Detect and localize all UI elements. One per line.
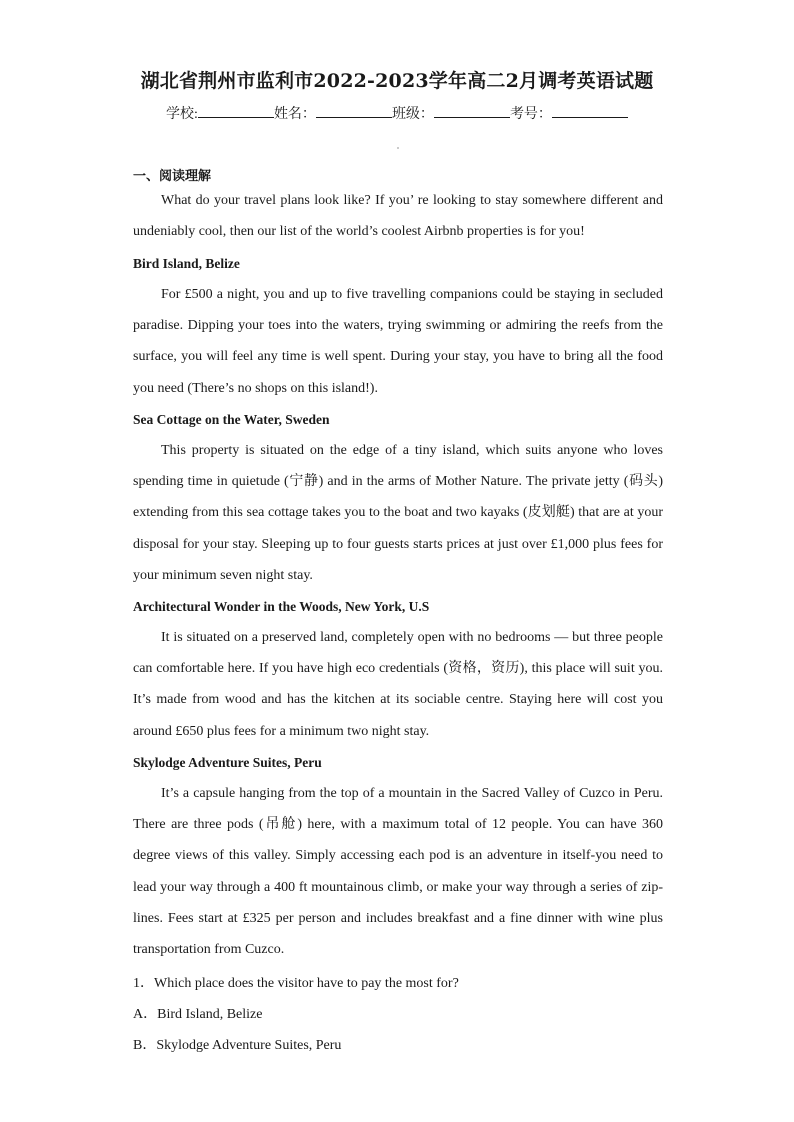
class-blank — [434, 104, 510, 118]
scan-dot — [397, 147, 399, 149]
name-label: 姓名： — [273, 107, 316, 122]
student-info-line — [0, 103, 794, 123]
place-text-skylodge: It’s a capsule hanging from the top of a mountain in the Sacred Valley of Cuzco in Peru. There are three pods (吊舱) here, with a maximum total of 12 people. You can have 360 degree views of this valley. Simply accessing each pod is an adventure in itself-you need to lead your way through a 400 ft mountainous climb, or make your way through a series of zip-lines. Fees start at £325 per person and includes breakfast and a fine dinner with wine plus transportation from Cuzco. — [133, 786, 663, 958]
place-heading-skylodge: Skylodge Adventure Suites, Peru — [133, 755, 322, 770]
school-blank — [198, 104, 274, 118]
class-label: 班级： — [391, 107, 434, 122]
question-1-stem: 1．Which place does the visitor have to pay the most for? — [133, 976, 459, 991]
school-label: 学校: — [166, 107, 198, 122]
place-heading-bird-island: Bird Island, Belize — [133, 256, 240, 271]
place-text-bird-island: For £500 a night, you and up to five travelling companions could be staying in secluded paradise. Dipping your toes into the waters, trying swimming or admiring the reefs from the surface, you will feel any time is well spent. During your stay, you have to bring all the food you need (There’s no shops on this island!). — [133, 287, 663, 396]
number-label: 考号： — [509, 107, 552, 122]
place-text-sea-cottage: This property is situated on the edge of a tiny island, which suits anyone who loves spending time in quietude (宁静) and in the arms of Mother Nature. The private jetty (码头) extending from this sea cottage takes you to the boat and two kayaks (皮划艇) that are at your disposal for your stay. Sleeping up to four guests starts prices at just over £1,000 plus fees for your minimum seven night stay. — [133, 443, 663, 583]
place-heading-sea-cottage: Sea Cottage on the Water, Sweden — [133, 412, 330, 427]
passage-intro: What do your travel plans look like? If you’ re looking to stay somewhere different and undeniably cool, then our list of the world’s coolest Airbnb properties is for you! — [133, 193, 663, 240]
exam-title: 湖北省荆州市监利市2022-2023学年高二2月调考英语试题 — [140, 70, 654, 92]
place-heading-architectural-wonder: Architectural Wonder in the Woods, New York, U.S — [133, 599, 430, 614]
question-1-option-b: B．Skylodge Adventure Suites, Peru — [133, 1038, 342, 1053]
number-blank — [552, 104, 628, 118]
name-blank — [316, 104, 392, 118]
question-1-option-a: A．Bird Island, Belize — [133, 1007, 263, 1022]
section-title: 一、阅读理解 — [133, 169, 212, 184]
place-text-architectural-wonder: It is situated on a preserved land, completely open with no bedrooms — but three people can comfortable here. If you have high eco credentials (资格，资历), this place will suit you. It’s made from wood and has the kitchen at its sociable centre. Staying here will cost you around £650 plus fees for a minimum two night stay. — [133, 630, 663, 739]
